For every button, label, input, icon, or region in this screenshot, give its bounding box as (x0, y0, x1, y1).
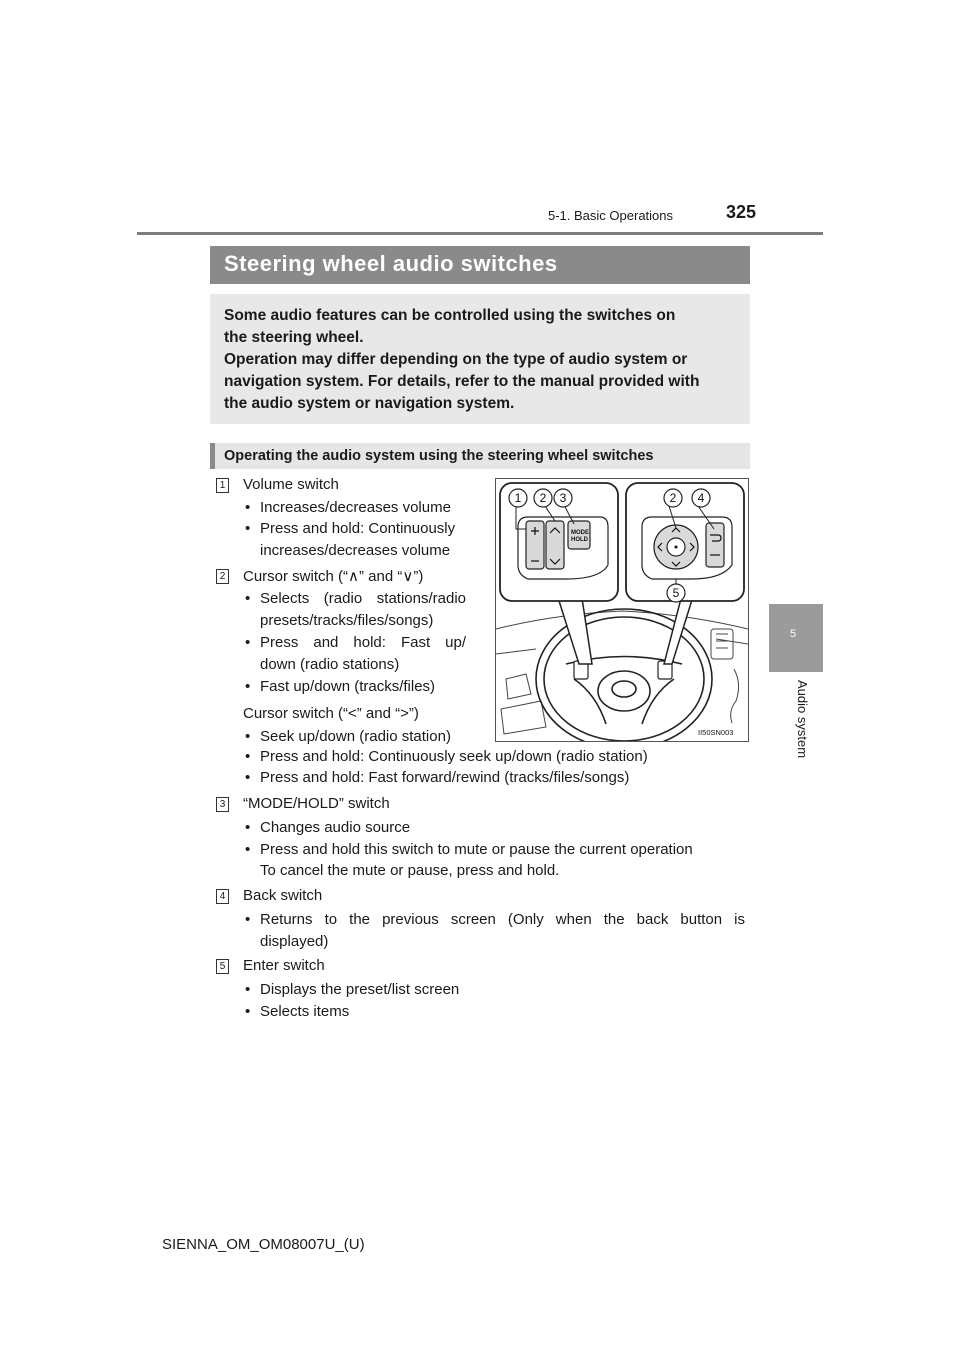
intro-line: the audio system or navigation system. (224, 395, 515, 412)
chapter-label-text: Audio system (795, 680, 810, 759)
intro-line: the steering wheel. (224, 329, 364, 346)
item-bullet-continuation: down (radio stations) (260, 656, 400, 673)
item-bullet: • Press and hold this switch to mute or pause the current operation (245, 841, 693, 858)
item-title: Back switch (243, 887, 323, 904)
header-rule (137, 232, 823, 235)
intro-line: Operation may differ depending on the type of audio system or (224, 351, 688, 368)
item-bullet: • Selects items (245, 1003, 350, 1020)
mode-label: MODE (571, 530, 589, 536)
item-bullet: • Returns to the previous screen (Only when the back button is (245, 911, 745, 928)
page-number: 325 (726, 202, 757, 222)
steering-wheel-svg (496, 479, 748, 741)
item-bullet-continuation: increases/decreases volume (260, 542, 451, 559)
item-bullet-continuation: To cancel the mute or pause, press and hold. (260, 862, 560, 879)
item-bullet: • Press and hold: Fast up/ (245, 634, 466, 651)
item-number-badge: 1 (216, 478, 229, 493)
item-title: Cursor switch (“<” and “>”) (243, 705, 419, 722)
item-bullet: • Seek up/down (radio station) (245, 728, 451, 745)
intro-line: navigation system. For details, refer to the manual provided with (224, 373, 700, 390)
item-title: “MODE/HOLD” switch (243, 795, 390, 812)
footer-doc-id: SIENNA_OM_OM08007U_(U) (162, 1236, 365, 1253)
callout-label: 4 (697, 491, 705, 505)
intro-line: Some audio features can be controlled using the switches on (224, 307, 676, 324)
item-bullet-continuation: presets/tracks/files/songs) (260, 612, 434, 629)
item-bullet: • Displays the preset/list screen (245, 981, 460, 998)
item-title: Cursor switch (“∧” and “∨”) (243, 568, 424, 585)
item-bullet: • Press and hold: Continuously (245, 520, 456, 537)
item-number-badge: 3 (216, 797, 229, 812)
item-bullet: • Press and hold: Continuously seek up/down (radio station) (245, 748, 648, 765)
intro-text (224, 305, 740, 415)
item-bullet: • Selects (radio stations/radio (245, 590, 466, 607)
callout-label: 3 (559, 491, 567, 505)
callout-label: 2 (669, 491, 677, 505)
item-number-badge: 2 (216, 569, 229, 584)
callout-label: 1 (514, 491, 522, 505)
item-title: Enter switch (243, 957, 325, 974)
item-bullet: • Increases/decreases volume (245, 499, 451, 516)
item-bullet: • Fast up/down (tracks/files) (245, 678, 436, 695)
figure-code: II50SN003 (698, 728, 734, 737)
callout-label: 5 (672, 586, 680, 600)
chapter-number: 5 (790, 628, 797, 640)
chapter-label (796, 680, 810, 880)
item-title: Volume switch (243, 476, 339, 493)
item-bullet-continuation: displayed) (260, 933, 329, 950)
subsection-title: Operating the audio system using the steering wheel switches (224, 448, 654, 464)
hold-label: HOLD (571, 537, 588, 543)
steering-wheel-illustration (495, 478, 749, 742)
item-bullet: • Press and hold: Fast forward/rewind (tracks/files/songs) (245, 769, 630, 786)
item-number-badge: 4 (216, 889, 229, 904)
item-bullet: • Changes audio source (245, 819, 411, 836)
callout-label: 2 (539, 491, 547, 505)
header-section-label: 5-1. Basic Operations (548, 208, 674, 223)
section-title: Steering wheel audio switches (224, 251, 558, 276)
item-number-badge: 5 (216, 959, 229, 974)
